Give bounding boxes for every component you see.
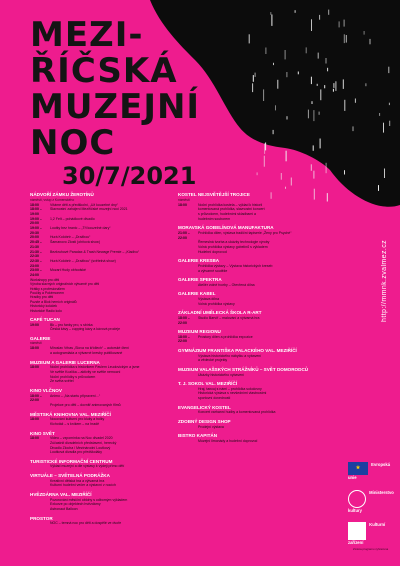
light-streak [364, 31, 365, 35]
program-time: 18:00 – 19:00 [30, 207, 42, 216]
venue-heading: GALERIE KABEL [178, 291, 216, 297]
program-row [30, 403, 158, 408]
program-text: Projekce pro děti – dovnitř animovaných filmů [50, 403, 121, 408]
light-streak [344, 100, 345, 111]
program-row [178, 217, 348, 222]
venue-heading: MUZEUM A GALERIE LUCERNA [30, 359, 100, 365]
program-time: 21:30 – 22:30 [30, 249, 42, 259]
program-time [30, 379, 50, 384]
light-streak [311, 77, 312, 84]
venue-subtitle: náměstí, vstup z Komenského [30, 197, 75, 202]
program-text: Loutky bez hranic – „Tři kouzelné dary“ [50, 226, 111, 231]
light-streak [365, 83, 366, 86]
program-time [178, 269, 198, 274]
program-text: 1,2 Felt – pohádkové divadlo [50, 216, 95, 221]
venue-heading: HVĚZDÁRNA VAL. MEZIŘÍČÍ [30, 492, 92, 498]
program-text: Pozorování měsíční oblohy s odborným výkladem [50, 497, 128, 502]
program-row [178, 439, 348, 444]
program-time [178, 358, 198, 363]
light-streak [353, 126, 354, 131]
program-row [30, 226, 158, 235]
light-streak [378, 185, 379, 191]
venue-heading: GALERIE [30, 335, 51, 341]
program-text: Zúčastnit divadelních představení, herecký [50, 440, 117, 445]
program-time: 18:00 – 22:00 [178, 315, 190, 325]
light-streak [265, 48, 266, 55]
program-text: Loutková divadla pro předškoláky [50, 450, 102, 455]
light-streak [384, 169, 385, 179]
light-streak [273, 63, 274, 65]
eu-logo-label: Evropská unie [348, 462, 391, 480]
program-text: NOC – temná noc pro děti a dospělé ve dvoře [50, 521, 122, 526]
program-time: 18:00 – 22:00 [30, 393, 42, 403]
light-streak [318, 53, 319, 59]
light-streak [344, 170, 345, 174]
light-streak [317, 84, 318, 86]
program-text: Muzejní limonády a hudební doprovod [198, 438, 258, 443]
program-row [178, 425, 348, 430]
light-streak [273, 130, 274, 134]
venue-heading: GYMNÁZIUM FRANTIŠKA PALACKÉHO VAL. MEZIŘÍČÍ [178, 348, 297, 354]
program-time [30, 351, 50, 356]
light-streak [275, 105, 276, 110]
light-streak [333, 83, 334, 88]
program-time [30, 403, 50, 408]
program-time [178, 396, 198, 401]
light-streak [263, 89, 264, 101]
event-date: 30/7/2021 [62, 162, 197, 190]
light-streak [286, 72, 287, 77]
program-text: Volná prohlídka výstavy gobelínů s výkladem [198, 244, 268, 249]
program-text: s průvodcem, hudebními skladbami a [198, 211, 256, 216]
light-streak [281, 173, 282, 180]
light-streak [319, 112, 320, 115]
light-streak [346, 35, 347, 43]
program-time: 18:00 [30, 346, 39, 351]
program-time [30, 327, 50, 332]
program-time: 18:00 [178, 202, 187, 207]
light-streak [253, 75, 254, 82]
program-text: Video – vzpomínka na Noc divadel 2020 [50, 436, 113, 441]
venue-heading: EVANGELICKÝ KOSTEL [178, 404, 231, 410]
venue-heading: KINO VLČNOV [30, 388, 62, 394]
program-row [30, 450, 158, 455]
program-time [30, 422, 50, 427]
light-streak [277, 80, 278, 89]
light-streak [343, 79, 344, 89]
venue-subtitle: náměstí [30, 341, 42, 346]
light-streak [389, 121, 390, 126]
program-text: Noční prohlídka s historikem Pavlem Leudovickým a jsme [50, 365, 140, 370]
program-text: Nocování kulturní pro kluky a holky [50, 417, 105, 422]
light-streak [383, 123, 384, 133]
program-text: Mozart Hudy obhodské [50, 268, 86, 273]
venue-heading: TURISTICKÉ INFORMAČNÍ CENTRUM [30, 458, 113, 464]
program-left-column [30, 188, 158, 526]
title-line-1: MEZI- [30, 15, 144, 55]
program-time [178, 439, 198, 444]
program-text: Hurá Kolobrtr – „Dražbou“ [50, 235, 91, 240]
program-time: 18:00 [30, 436, 39, 441]
program-text: sportovní dovednosti [198, 396, 231, 401]
program-text: hudebním souborem [198, 216, 231, 221]
program-time: 20:00 [30, 235, 39, 240]
program-text: komentovaná prohlídka, slavnostní koncert [198, 207, 265, 212]
light-streak [379, 113, 380, 116]
light-streak [270, 12, 271, 15]
light-streak [320, 89, 321, 100]
light-streak [311, 19, 312, 31]
program-time: 18:00 – 22:00 [178, 334, 190, 344]
program-text: Ukázky historického vybavení [198, 372, 245, 377]
program-text: Výstava historického nábytku a vybavení [198, 353, 262, 358]
venue-heading: CAFÉ TUCAN [30, 317, 60, 322]
light-streak [249, 34, 250, 43]
light-streak [344, 34, 345, 43]
kz-square-icon [348, 522, 366, 540]
program-text: Kichotáž – s kníkem – na hradě [50, 421, 100, 426]
program-text: Volná prohlídka výstavy [198, 301, 235, 306]
footer-note: Změna programu vyhrazena [353, 547, 389, 551]
program-row [30, 464, 158, 469]
program-text: Slavnostní zahájení Meziříčské muzejní noci 2021 [50, 207, 128, 212]
title-line-3: MUZEJNÍ [30, 87, 201, 127]
program-time [30, 483, 50, 488]
program-row [178, 269, 348, 274]
light-streak [344, 20, 345, 27]
program-text: Výstava dílna [198, 296, 220, 301]
light-streak [257, 172, 258, 175]
light-streak [264, 156, 265, 167]
program-text: Divadlo Zlocha / Mezinárodní Loutkový [50, 445, 111, 450]
program-time: 20:45 – 21:30 [30, 240, 42, 249]
program-text: Miroslav Vrbas „Slova na křídlech“ – autorské čtení [50, 346, 130, 351]
program-note: Výroba slavných originálních výtvarně pro děti [30, 282, 100, 287]
light-streak [388, 67, 389, 73]
program-row [30, 207, 158, 216]
title-line-2: ŘÍČSKÁ [30, 51, 178, 91]
eu-logo [348, 462, 394, 480]
program-row [30, 268, 158, 277]
light-streak [326, 163, 327, 173]
program-text: Česká kávy – cupping kávy a kávová prodeje [50, 327, 121, 332]
program-note: Poučky a Pokémonem [30, 290, 64, 295]
venue-heading: GALERIE KRESBA [178, 258, 220, 264]
program-row [30, 327, 158, 332]
program-right-column [178, 188, 348, 443]
light-streak [265, 143, 266, 151]
light-streak [335, 81, 336, 91]
program-text: a vědecké projekty [198, 358, 228, 363]
program-text: Koncert varhanní hudby a komentovaná prohlídka [198, 410, 276, 415]
kz-logo-label: Kulturní zařízení [348, 522, 386, 545]
program-time [178, 283, 198, 288]
program-row [178, 316, 348, 325]
venue-heading: MUZEUM REGIONU [178, 329, 221, 335]
venue-heading: ZDOBNÝ DESIGN SHOP [178, 419, 231, 425]
program-time: 19:00 – 20:00 [30, 216, 42, 226]
light-streak [264, 143, 265, 154]
program-text: Vítáme děti a předškolní, „Už kouzelné dny“ [50, 202, 118, 207]
program-row [30, 394, 158, 403]
venue-heading: MUZEUM VALAŠSKÝCH STRÁŽNÍKŮ – SVĚT DOMORODCŮ [178, 367, 309, 373]
light-streak [312, 101, 313, 104]
program-row [30, 483, 158, 488]
program-time [30, 450, 50, 455]
ministry-seal-icon [348, 490, 366, 508]
venue-heading: BISTRO KAPITÁN [178, 433, 218, 439]
program-row [30, 240, 158, 249]
program-note: Hrátky s profesionálem [30, 286, 65, 291]
venue-heading: ZÁKLADNÍ UMĚLECKÁ ŠKOLA R-ART [178, 310, 262, 316]
light-streak [286, 151, 287, 162]
venue-heading: KOSTEL NEJSVĚTĚJŠÍ TROJICE [178, 192, 250, 197]
kz-logo [348, 522, 394, 545]
light-streak [271, 15, 272, 26]
program-row [30, 250, 158, 259]
program-text: Šamanovo Zlosti (ohňová show) [50, 240, 100, 245]
program-time [178, 425, 198, 430]
program-row [30, 521, 158, 526]
program-time [178, 410, 198, 415]
light-streak [306, 47, 307, 53]
program-time [178, 250, 198, 255]
light-streak [252, 83, 253, 92]
light-streak [328, 10, 329, 15]
program-row [30, 259, 158, 268]
program-text: Studio Barvíř – malování a výtvarná hra [198, 315, 260, 320]
light-streak [311, 164, 312, 171]
program-row [178, 410, 348, 415]
program-row [178, 335, 348, 344]
venue-heading: MORAVSKÁ GOBELÍNOVÁ MANUFAKTURA [178, 225, 274, 231]
venue-heading: GALERIE SPEKTRA [178, 277, 222, 283]
program-text: Ateliér volné tvorby – Otevřená dílna [198, 282, 255, 287]
program-note: Puzzle a Blok herních originálů [30, 299, 77, 304]
eu-flag-icon: ★ [348, 462, 368, 475]
program-text: Výklad muzejní a dle výstavy k výdeji přímo dětí [50, 464, 125, 469]
program-text: a autogramiáda a výtvarné kresby publikované [50, 351, 123, 356]
venue-heading: NÁDVOŘÍ ZÁMKU ŽEROTÍNŮ [30, 192, 94, 197]
program-text: a výtvarné soutěže [198, 268, 228, 273]
program-time: 21:00 – 22:00 [178, 230, 190, 240]
program-row [178, 231, 348, 240]
program-text: Hurá Kolobrtr – „Dražbou“ (světelná show) [50, 258, 116, 263]
light-streak [308, 110, 309, 119]
program-row [178, 358, 348, 363]
program-text: Ze světa světel [50, 379, 74, 384]
program-text: Prostory dílen a prohlídka expozice [198, 334, 253, 339]
ministry-logo-label: Ministerstvo kultury [348, 490, 394, 513]
venue-heading: KINO SVĚT [30, 430, 55, 436]
light-streak [333, 89, 334, 92]
ministry-logo [348, 490, 394, 513]
light-streak [327, 68, 328, 72]
program-time [178, 217, 198, 222]
program-row [30, 379, 158, 384]
program-time [178, 302, 198, 307]
program-text: Hudební doprovod [198, 249, 227, 254]
program-row [30, 217, 158, 226]
light-streak [313, 171, 314, 179]
light-streak [285, 50, 286, 59]
light-streak [339, 21, 340, 27]
program-text: Astronaut Balloon [50, 506, 78, 511]
venue-heading: T. J. SOKOL VAL. MEZIŘÍČÍ [178, 381, 238, 387]
light-streak [298, 72, 299, 75]
program-row [30, 507, 158, 512]
program-text: Kreativní dětská hra a výtvarná hra [50, 478, 105, 483]
program-text: Noční prohlídky s průvodcem [50, 374, 96, 379]
title-line-4: NOC [30, 123, 116, 163]
program-time: 23:00 – 24:00 [30, 268, 42, 278]
program-row [178, 250, 348, 255]
light-streak [370, 39, 371, 44]
program-note: Hradby pro děti [30, 295, 54, 300]
program-text: Exkurze po objektech hvězdárny [50, 502, 101, 507]
light-streak [389, 103, 390, 105]
program-text: Animo – „Na startu připraveni…“ [50, 393, 101, 398]
light-streak [326, 58, 327, 64]
program-text: Prohlídka dílen, výstava tradiční tapiserie „Ženy pro Psyché“ [198, 230, 292, 235]
light-streak [313, 110, 314, 121]
program-row [178, 396, 348, 401]
light-streak [287, 116, 288, 119]
program-time [30, 464, 50, 469]
light-streak [291, 178, 292, 186]
light-streak [295, 10, 296, 13]
program-row [178, 373, 348, 378]
venue-heading: MĚSTSKÁ KNIHOVNA VAL. MEZIŘÍČÍ [30, 411, 111, 417]
program-text: Prodejní výstava [198, 424, 224, 429]
program-time: 18:00 [30, 202, 39, 207]
program-time: 19:00 [30, 322, 39, 327]
program-note: Workshopy pro děti [30, 277, 60, 282]
program-text: Kulturní hudební večer a výstavní v nocích [50, 483, 116, 488]
program-note: Historický koláček [30, 304, 58, 309]
program-text: Ve světle Kozlíka – aktivity ve světle nemocni [50, 370, 121, 375]
light-streak [324, 85, 325, 88]
program-time [30, 521, 50, 526]
light-streak [355, 99, 356, 103]
venue-heading: VIRTUÁLE – SVĚTELNÁ PODRÁŽKA [30, 473, 110, 479]
program-note: Historické Radio kolo [30, 308, 62, 313]
program-time [178, 373, 198, 378]
light-streak [255, 73, 256, 77]
program-text: Řemeslná tvorba a ukázky technologie výroby [198, 240, 270, 245]
program-text: Bk – pro fanky pro, s sbírka [50, 322, 93, 327]
website-link[interactable]: http://mmnk.zvalmez.cz [381, 240, 388, 322]
program-row [30, 422, 158, 427]
program-time: 22:30 – 23:00 [30, 258, 42, 268]
program-time: 18:00 [30, 365, 39, 370]
program-text: Prohlídka výstavy – Výstava historických kreseb [198, 263, 273, 268]
program-row [30, 351, 158, 356]
light-streak [313, 145, 314, 150]
light-streak [319, 15, 320, 20]
program-text: Noční prohlídka kostela – výklad k historii [198, 202, 263, 207]
venue-subtitle: náměstí [178, 197, 190, 202]
program-text: Hraj, tancuj s námi – prohlídka sokolovny [198, 386, 262, 391]
program-time: 18:00 [30, 417, 39, 422]
program-time: 19:00 – 20:30 [30, 226, 42, 235]
program-row [178, 283, 348, 288]
light-streak [320, 139, 321, 149]
program-row [178, 302, 348, 307]
venue-heading: PROSTOR [30, 515, 53, 521]
program-text: Bezkruhové Paradax & Trash Newage Premie – „Kladivo“ [50, 249, 140, 254]
program-text: Historická výstava s nevšedními vlastnostmi [198, 391, 267, 396]
program-time [30, 507, 50, 512]
